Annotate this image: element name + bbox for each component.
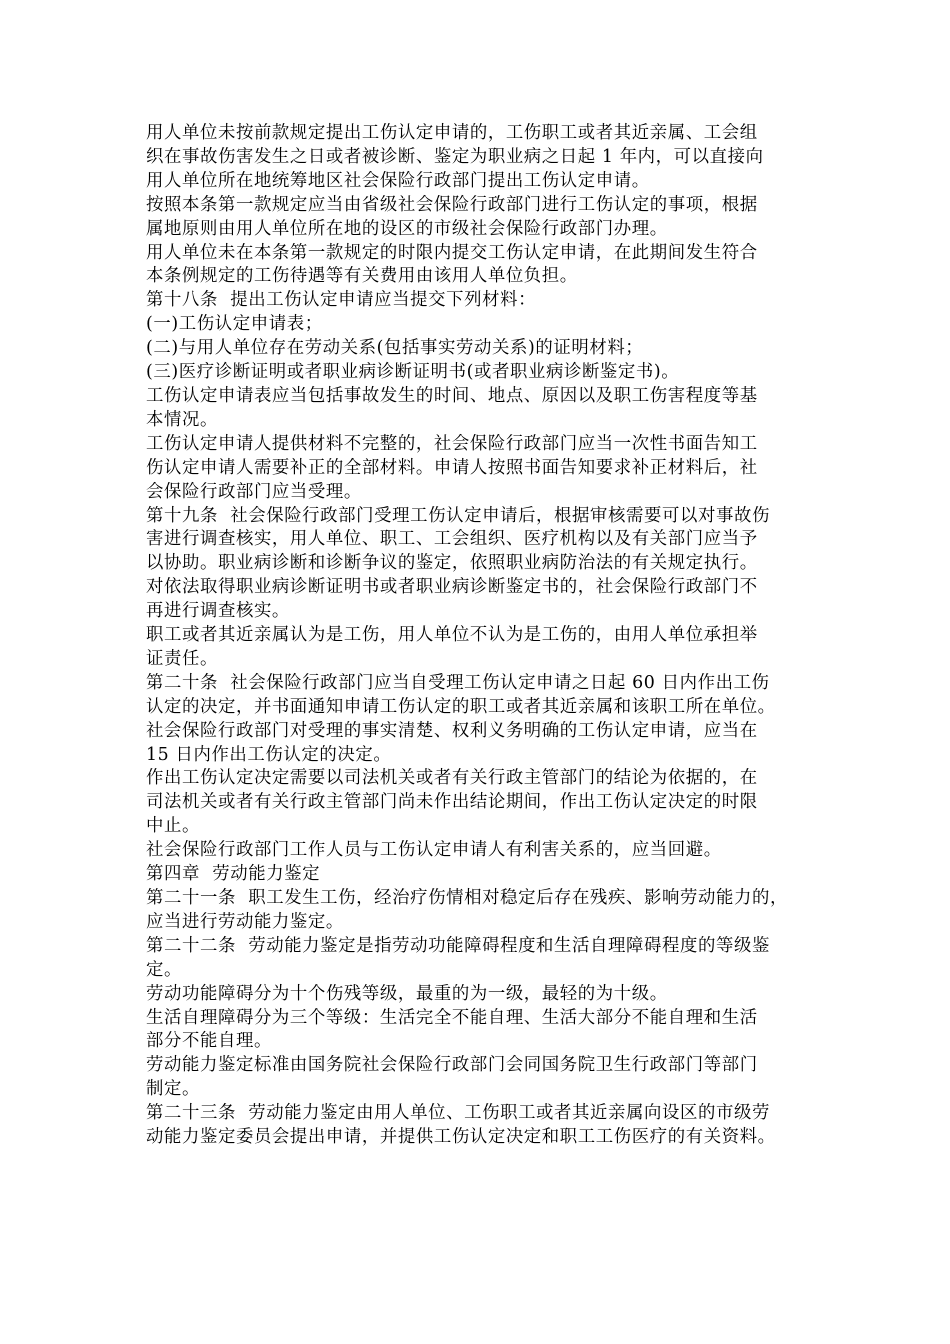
list-item: (一)工伤认定申请表；: [146, 314, 323, 335]
paragraph: 工伤认定申请表应当包括事故发生的时间、地点、原因以及职工伤害程度等基 本情况。: [146, 385, 758, 430]
chapter-heading: 第四章 劳动能力鉴定: [146, 864, 321, 885]
article-paragraph: 第二十三条 劳动能力鉴定由用人单位、工伤职工或者其近亲属向设区的市级劳 动能力鉴定委员会提出申请，并提供工伤认定决定和职工工伤医疗的有关资料。: [146, 1103, 776, 1148]
article-paragraph: 第二十一条 职工发生工伤，经治疗伤情相对稳定后存在残疾、影响劳动能力的， 应当进行劳动能力鉴定。: [146, 888, 788, 932]
paragraph: 职工或者其近亲属认为是工伤，用人单位不认为是工伤的，由用人单位承担举 证责任。: [146, 625, 758, 669]
article-heading: 第十八条 提出工伤认定申请应当提交下列材料：: [146, 290, 537, 311]
paragraph: 用人单位未按前款规定提出工伤认定申请的，工伤职工或者其近亲属、工会组 织在事故伤害发生之日或者被诊断、鉴定为职业病之日起 1 年内，可以直接向 用人单位所在地统筹地区社会保险行政部门提出工伤认定申请。: [146, 123, 764, 191]
article-paragraph: 第二十条 社会保险行政部门应当自受理工伤认定申请之日起 60 日内作出工伤 认定的决定，并书面通知申请工伤认定的职工或者其近亲属和该职工所在单位。: [146, 672, 776, 717]
paragraph: 按照本条第一款规定应当由省级社会保险行政部门进行工伤认定的事项，根据 属地原则由用人单位所在地的设区的市级社会保险行政部门办理。: [146, 194, 758, 239]
paragraph: 生活自理障碍分为三个等级：生活完全不能自理、生活大部分不能自理和生活 部分不能自理。: [146, 1007, 758, 1052]
paragraph: 工伤认定申请人提供材料不完整的，社会保险行政部门应当一次性书面告知工 伤认定申请人需要补正的全部材料。申请人按照书面告知要求补正材料后，社 会保险行政部门应当受理。: [146, 433, 758, 502]
list-item: (三)医疗诊断证明或者职业病诊断证明书(或者职业病诊断鉴定书)。: [146, 362, 680, 383]
paragraph: 用人单位未在本条第一款规定的时限内提交工伤认定申请，在此期间发生符合 本条例规定的工伤待遇等有关费用由该用人单位负担。: [146, 242, 758, 287]
paragraph: 劳动能力鉴定标准由国务院社会保险行政部门会同国务院卫生行政部门等部门 制定。: [146, 1055, 758, 1100]
paragraph: 劳动功能障碍分为十个伤残等级，最重的为一级，最轻的为十级。: [146, 983, 668, 1004]
document-body: [146, 122, 814, 1150]
list-item: (二)与用人单位存在劳动关系(包括事实劳动关系)的证明材料；: [146, 338, 644, 359]
paragraph: 社会保险行政部门工作人员与工伤认定申请人有利害关系的，应当回避。: [146, 840, 722, 861]
article-paragraph: 第二十二条 劳动能力鉴定是指劳动功能障碍程度和生活自理障碍程度的等级鉴 定。: [146, 935, 770, 980]
article-paragraph: 第十九条 社会保险行政部门受理工伤认定申请后，根据审核需要可以对事故伤 害进行调查核实，用人单位、职工、工会组织、医疗机构以及有关部门应当予 以协助。职业病诊断和诊断争议的鉴定，依照职业病防治法的有关规定执行。 对依法取得职业病诊断证明书或者职业病诊断鉴定书的，社会保险行政部门不 再进行调查核实。: [146, 505, 770, 622]
paragraph: 作出工伤认定决定需要以司法机关或者有关行政主管部门的结论为依据的，在 司法机关或者有关行政主管部门尚未作出结论期间，作出工伤认定决定的时限 中止。: [146, 768, 758, 837]
paragraph: 社会保险行政部门对受理的事实清楚、权利义务明确的工伤认定申请，应当在 15 日内作出工伤认定的决定。: [146, 720, 758, 765]
